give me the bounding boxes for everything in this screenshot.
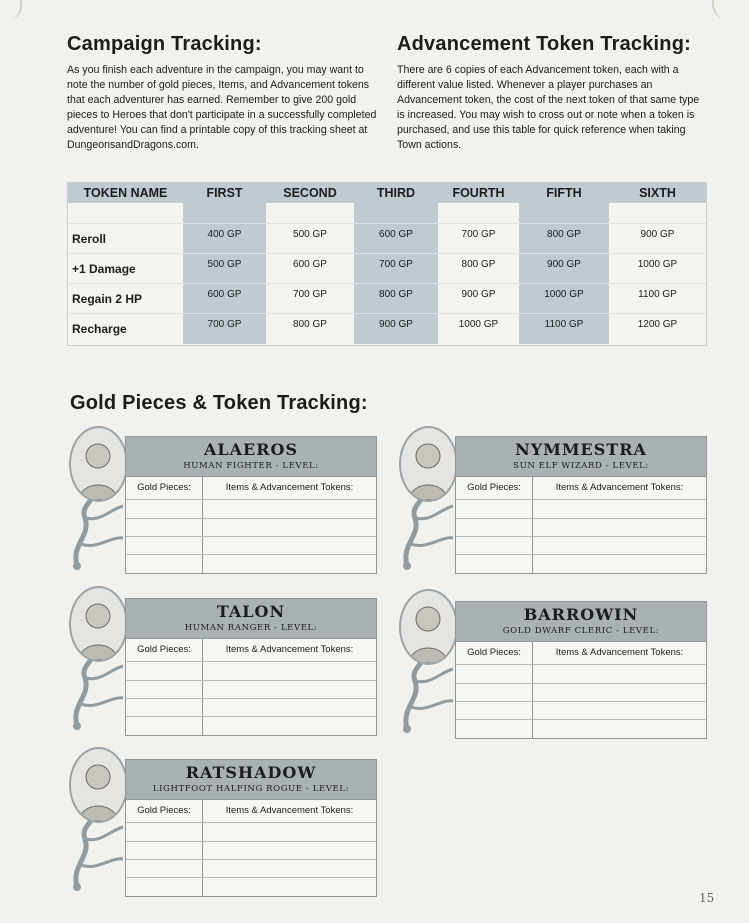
entry-row-line (126, 499, 376, 500)
hero-name-bar (125, 598, 377, 640)
entry-row-line (126, 518, 376, 519)
hero-tracking-grid (455, 641, 707, 739)
hero-portrait (69, 426, 128, 502)
entry-row-line (456, 518, 706, 519)
entry-row-line (126, 536, 376, 537)
hero-portrait (69, 586, 128, 662)
token-cost-cell: 1100 GP (544, 319, 584, 330)
hero-name: ALAEROS (203, 440, 299, 459)
hero-card (397, 426, 707, 576)
gold-token-tracking-title: Gold Pieces & Token Tracking: (70, 392, 368, 414)
token-cost-cell: 600 GP (379, 229, 413, 240)
hero-tracking-grid (455, 476, 707, 574)
hero-name-bar (455, 436, 707, 478)
items-tokens-label: Items & Advancement Tokens: (225, 482, 354, 493)
entry-row-line (126, 877, 376, 878)
header-second: SECOND (283, 186, 337, 200)
column-divider (532, 642, 533, 738)
token-cost-cell: 700 GP (461, 229, 496, 240)
entry-row-line (126, 661, 376, 662)
items-tokens-label: Items & Advancement Tokens: (225, 805, 354, 816)
token-cost-cell: 900 GP (379, 319, 413, 330)
token-name-cell: Regain 2 HP (72, 292, 143, 306)
hero-class-level: HUMAN FIGHTER - LEVEL: (183, 461, 319, 471)
hero-tracking-grid (125, 476, 377, 574)
column-divider (202, 477, 203, 573)
page-number: 15 (699, 891, 715, 905)
token-cost-cell: 500 GP (293, 229, 327, 240)
column-divider (532, 477, 533, 573)
entry-row-line (456, 719, 706, 720)
hero-portrait (69, 747, 128, 823)
token-cost-cell: 800 GP (461, 259, 496, 270)
entry-row-line (126, 698, 376, 699)
entry-row-line (126, 554, 376, 555)
header-sixth: SIXTH (639, 186, 676, 200)
campaign-tracking-text: As you finish each adventure in the campaign, you may want to note the number of gold pieces, Items, and Advancement tokens that each adventurer has earned. Remember to give 200 gold pieces to Heroes that don't participate in a successfully completed adventure! You can find a printable copy of this tracking sheet at DungeonsandDragons.com. (67, 64, 377, 151)
hero-card (67, 747, 377, 897)
row-divider (68, 253, 706, 254)
hero-name-bar (125, 436, 377, 478)
token-cost-cell: 1000 GP (544, 289, 584, 300)
entry-row-line (126, 859, 376, 860)
token-cost-cell: 600 GP (207, 289, 242, 300)
token-cost-cell: 800 GP (547, 229, 581, 240)
entry-row-line (126, 841, 376, 842)
corner-flourish-top-right (712, 0, 748, 20)
hero-name-bar (125, 759, 377, 801)
advancement-tracking-title: Advancement Token Tracking: (397, 33, 691, 55)
gold-pieces-label: Gold Pieces: (137, 644, 191, 655)
token-cost-cell: 900 GP (640, 229, 675, 240)
header-fourth: FOURTH (452, 186, 505, 200)
entry-row-line (126, 822, 376, 823)
token-cost-cell: 700 GP (293, 289, 327, 300)
entry-row-line (456, 683, 706, 684)
gold-pieces-label: Gold Pieces: (137, 482, 191, 493)
entry-row-line (456, 664, 706, 665)
hero-name: NYMMESTRA (515, 440, 647, 459)
token-cost-cell: 1000 GP (458, 319, 499, 330)
entry-row-line (456, 499, 706, 500)
entry-row-line (456, 701, 706, 702)
hero-portrait-icon (401, 428, 456, 500)
entry-row-line (126, 680, 376, 681)
hero-class-level: SUN ELF WIZARD - LEVEL: (513, 461, 649, 471)
token-cost-cell: 1100 GP (638, 289, 677, 300)
token-name-cell: Recharge (72, 322, 127, 336)
hero-name-bar (455, 601, 707, 643)
entry-row-line (456, 554, 706, 555)
token-cost-cell: 500 GP (207, 259, 242, 270)
header-fifth: FIFTH (546, 186, 582, 200)
items-tokens-label: Items & Advancement Tokens: (225, 644, 354, 655)
corner-flourish-top-left (0, 0, 22, 20)
hero-name: RATSHADOW (185, 763, 317, 782)
items-tokens-label: Items & Advancement Tokens: (555, 647, 684, 658)
entry-row-line (456, 536, 706, 537)
hero-portrait-icon (71, 588, 126, 660)
hero-class-level: LIGHTFOOT HALFING ROGUE - LEVEL: (152, 784, 350, 794)
row-divider (68, 313, 706, 314)
hero-tracking-grid (125, 638, 377, 736)
hero-portrait (399, 426, 458, 502)
gold-pieces-label: Gold Pieces: (137, 805, 191, 816)
hero-portrait-icon (71, 749, 126, 821)
token-cost-cell: 900 GP (547, 259, 581, 270)
hero-class-level: GOLD DWARF CLERIC - LEVEL: (502, 626, 660, 636)
campaign-tracking-title: Campaign Tracking: (67, 33, 262, 55)
token-name-cell: +1 Damage (72, 262, 136, 276)
token-cost-cell: 700 GP (379, 259, 413, 270)
hero-name: BARROWIN (523, 605, 639, 624)
hero-card (67, 426, 377, 576)
token-cost-cell: 900 GP (461, 289, 496, 300)
row-divider (68, 283, 706, 284)
hero-name: TALON (216, 602, 286, 621)
advancement-tracking-text: There are 6 copies of each Advancement token, each with a different value listed. Whenever a player purchases an Advancement token, the cost of the next token of that same type is increased. You may wish to cross out or note when a token is purchased, and use this table for quick reference when taking Town actions. (397, 64, 700, 151)
hero-class-level: HUMAN RANGER - LEVEL: (184, 623, 318, 633)
gold-pieces-label: Gold Pieces: (467, 482, 521, 493)
column-divider (202, 800, 203, 896)
hero-portrait-icon (401, 591, 456, 663)
entry-row-line (126, 716, 376, 717)
token-cost-cell: 1000 GP (637, 259, 678, 270)
hero-portrait-icon (71, 428, 126, 500)
column-divider (202, 639, 203, 735)
token-cost-cell: 800 GP (379, 289, 413, 300)
header-third: THIRD (376, 186, 416, 200)
token-cost-cell: 1200 GP (637, 319, 678, 330)
token-name-cell: Reroll (72, 232, 107, 246)
token-cost-cell: 800 GP (293, 319, 327, 330)
gold-pieces-label: Gold Pieces: (467, 647, 521, 658)
token-cost-cell: 400 GP (207, 229, 242, 240)
header-token-name: TOKEN NAME (83, 186, 168, 200)
header-first: FIRST (206, 186, 243, 200)
advancement-token-table (67, 182, 707, 346)
hero-card (397, 589, 707, 739)
hero-card (67, 586, 377, 736)
items-tokens-label: Items & Advancement Tokens: (555, 482, 684, 493)
hero-tracking-grid (125, 799, 377, 897)
hero-portrait (399, 589, 458, 665)
row-divider (68, 223, 706, 224)
token-cost-cell: 600 GP (293, 259, 327, 270)
token-cost-cell: 700 GP (207, 319, 242, 330)
